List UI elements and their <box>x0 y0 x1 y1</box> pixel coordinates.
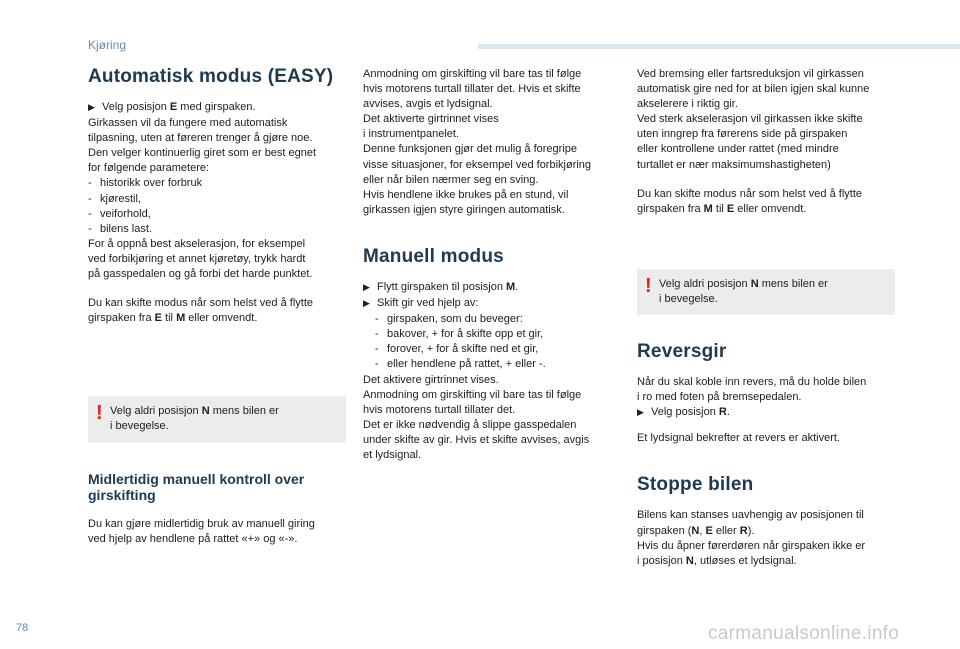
text-line: Det er ikke nødvendig å slippe gasspedalen <box>363 418 577 431</box>
watermark: carmanualsonline.info <box>708 623 900 644</box>
text-line: Du kan skifte modus når som helst ved å flytte <box>88 297 313 310</box>
text-line: Hvis hendlene ikke brukes på en stund, vil <box>363 188 569 201</box>
stop-title: Stoppe bilen <box>637 474 754 496</box>
warning-box: ! Velg aldri posisjon N mens bilen er i bevegelse. <box>637 269 895 315</box>
param-item: - kjørestil, <box>88 192 141 205</box>
param-item: - bilens last. <box>88 222 152 235</box>
text-line: Ved sterk akselerasjon vil girkassen ikke skifte <box>637 113 863 126</box>
text-line: Du kan skifte modus når som helst ved å flytte <box>637 187 862 200</box>
bullet-icon: ▶ <box>88 103 95 113</box>
text-line: Hvis du åpner førerdøren når girspaken ikke er <box>637 539 866 552</box>
text-line: ved hjelp av hendlene på rattet «+» og «-». <box>88 532 298 545</box>
section-header: Kjøring <box>88 38 127 52</box>
reverse-bullet: ▶ Velg posisjon R. <box>637 405 895 421</box>
text-line: Et lydsignal bekrefter at revers er aktivert. <box>637 432 840 445</box>
text-line: avvises, avgis et lydsignal. <box>363 98 493 111</box>
auto-mode-title: Automatisk modus (EASY) <box>88 66 334 87</box>
text-line: i ro med foten på bremsepedalen. <box>637 391 802 404</box>
text-line: Den velger kontinuerlig giret som er best egnet <box>88 147 317 160</box>
manual-bullet-1: ▶ Flytt girspaken til posisjon M. <box>363 280 615 296</box>
text-line: eller når bilen nærmer seg en sving. <box>363 173 539 186</box>
text-line: eller kontrollene under rattet (med mindre <box>637 143 839 156</box>
bullet-icon: ▶ <box>363 299 370 310</box>
header-bar <box>478 44 960 49</box>
manual-bullet-2: ▶ Skift gir ved hjelp av: <box>363 296 615 312</box>
bullet-icon: ▶ <box>637 408 644 419</box>
text-line: girkassen igjen styre giringen automatisk. <box>363 203 565 216</box>
text-line: under skifte av gir. Hvis et skifte avvises, avgis <box>363 433 590 446</box>
text-line: Det aktiverte girtrinnet vises <box>363 113 499 126</box>
text-line: For å oppnå best akselerasjon, for eksempel <box>88 237 306 250</box>
text-line: visse situasjoner, for eksempel ved forbikjøring <box>363 158 592 171</box>
text-line: girspaken (N, E eller R). <box>637 524 755 537</box>
text-line: uten inngrep fra førerens side på girspaken <box>637 128 848 141</box>
warning-box: ! Velg aldri posisjon N mens bilen er i bevegelse. <box>88 396 346 442</box>
warning-icon: ! <box>96 402 103 425</box>
text-line: Girkassen vil da fungere med automatisk <box>88 117 288 130</box>
text-line: Det aktivere girtrinnet vises. <box>363 373 499 386</box>
sub-item: - girspaken, som du beveger: <box>375 313 523 326</box>
text-line: i instrumentpanelet. <box>363 128 459 141</box>
sub-item: - eller hendlene på rattet, + eller -. <box>375 358 546 371</box>
bullet-icon: ▶ <box>363 282 370 293</box>
text-line: Ved bremsing eller fartsreduksjon vil girkassen <box>637 68 864 80</box>
text-line: hvis motorens turtall tillater det. <box>363 403 516 416</box>
manual-mode-title: Manuell modus <box>363 245 504 267</box>
text-line: Bilens kan stanses uavhengig av posisjonen til <box>637 509 864 522</box>
param-item: - historikk over forbruk <box>88 177 203 190</box>
param-item: - veiforhold, <box>88 207 151 220</box>
sub-item: - bakover, + for å skifte opp et gir, <box>375 328 544 341</box>
text-line: Anmodning om girskifting vil bare tas til følge <box>363 388 582 401</box>
column-1 <box>88 60 346 547</box>
column-3 <box>637 67 895 569</box>
page-number: 78 <box>16 622 29 634</box>
text-line: for følgende parametere: <box>88 162 210 175</box>
text-line: automatisk gire ned for at bilen igjen skal kunne <box>637 83 870 96</box>
text-line: på gasspedalen og gå forbi det harde punktet. <box>88 268 313 281</box>
text-line: Denne funksjonen gjør det mulig å foregripe <box>363 143 578 156</box>
switch-line: girspaken fra E til M eller omvendt. <box>88 312 258 325</box>
text-line: Anmodning om girskifting vil bare tas til følge <box>363 68 582 80</box>
sub-item: - forover, + for å skifte ned et gir, <box>375 343 539 356</box>
temp-manual-title: Midlertidig manuell kontroll over girskifting <box>88 470 305 503</box>
auto-bullet: ▶ Velg posisjon E med girspaken. <box>88 100 346 116</box>
text-line: turtallet er nær maksimumshastigheten) <box>637 158 831 171</box>
text-line: Du kan gjøre midlertidig bruk av manuell giring <box>88 517 315 530</box>
text-line: hvis motorens turtall tillater det. Hvis et skifte <box>363 83 581 96</box>
column-2 <box>363 67 615 463</box>
text-line: ved forbikjøring et annet kjøretøy, trykk hardt <box>88 252 306 265</box>
text-line: i posisjon N, utløses et lydsignal. <box>637 554 797 567</box>
text-line: akselerere i riktig gir. <box>637 98 738 111</box>
reverse-title: Reversgir <box>637 341 727 363</box>
text-line: Når du skal koble inn revers, må du holde bilen <box>637 376 867 389</box>
text-line: et lydsignal. <box>363 448 422 461</box>
text-line: tilpasning, uten at føreren trenger å gjøre noe. <box>88 132 313 145</box>
switch-line: girspaken fra M til E eller omvendt. <box>637 202 807 215</box>
warning-icon: ! <box>645 274 652 297</box>
